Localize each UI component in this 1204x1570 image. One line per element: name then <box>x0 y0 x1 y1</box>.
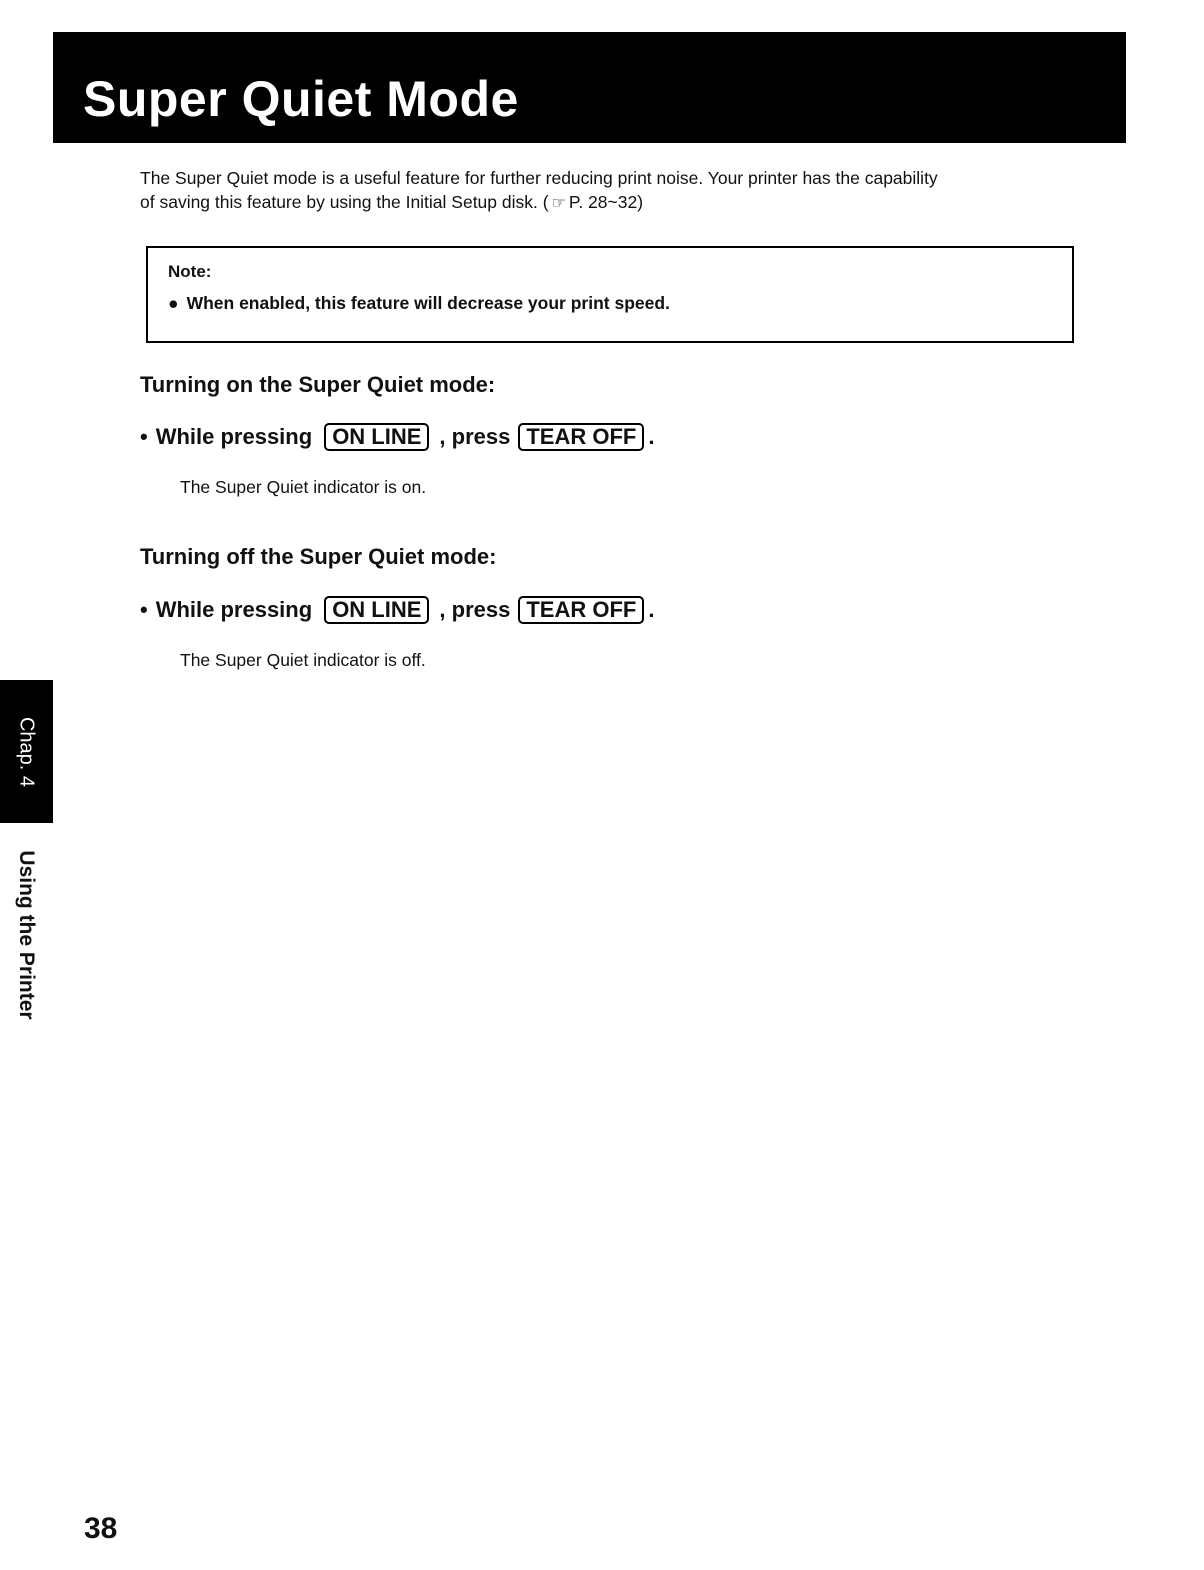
intro-paragraph <box>140 166 1060 216</box>
chapter-label: Chap. 4 <box>15 716 38 788</box>
note-box <box>146 246 1074 343</box>
pointing-hand-icon: ☞ <box>551 195 566 212</box>
section-side-label: Using the Printer <box>15 850 38 1020</box>
step-prefix: While pressing <box>155 424 313 449</box>
intro-line-2-text: of saving this feature by using the Initial Setup disk. ( <box>140 192 549 212</box>
note-title: Note: <box>168 262 212 281</box>
intro-line-2 <box>140 190 1060 216</box>
chapter-tab <box>0 680 53 823</box>
note-item <box>168 293 670 314</box>
bullet-icon: • <box>140 424 148 449</box>
page-title: Super Quiet Mode <box>83 71 519 127</box>
on-line-key: ON LINE <box>324 423 429 451</box>
turn-on-result: The Super Quiet indicator is on. <box>180 477 427 497</box>
intro-line-1: The Super Quiet mode is a useful feature for further reducing print noise. Your printer has the capability <box>140 168 938 188</box>
step-suffix: . <box>648 597 655 622</box>
tear-off-key: TEAR OFF <box>518 423 644 451</box>
title-bar <box>53 32 1126 143</box>
step-prefix: While pressing <box>155 597 313 622</box>
step-suffix: . <box>648 424 655 449</box>
note-text: When enabled, this feature will decrease your print speed. <box>186 293 670 313</box>
tear-off-key: TEAR OFF <box>518 596 644 624</box>
step-middle: , press <box>439 597 511 622</box>
on-line-key: ON LINE <box>324 596 429 624</box>
turn-on-heading: Turning on the Super Quiet mode: <box>140 372 496 397</box>
page-number: 38 <box>84 1512 118 1545</box>
turn-on-step <box>140 423 654 451</box>
step-middle: , press <box>439 424 511 449</box>
page-reference: P. 28~32) <box>568 192 644 212</box>
bullet-icon: • <box>140 597 148 622</box>
turn-off-result: The Super Quiet indicator is off. <box>180 650 426 670</box>
turn-off-heading: Turning off the Super Quiet mode: <box>140 544 497 569</box>
bullet-icon: ● <box>168 293 179 313</box>
turn-off-step <box>140 596 654 624</box>
